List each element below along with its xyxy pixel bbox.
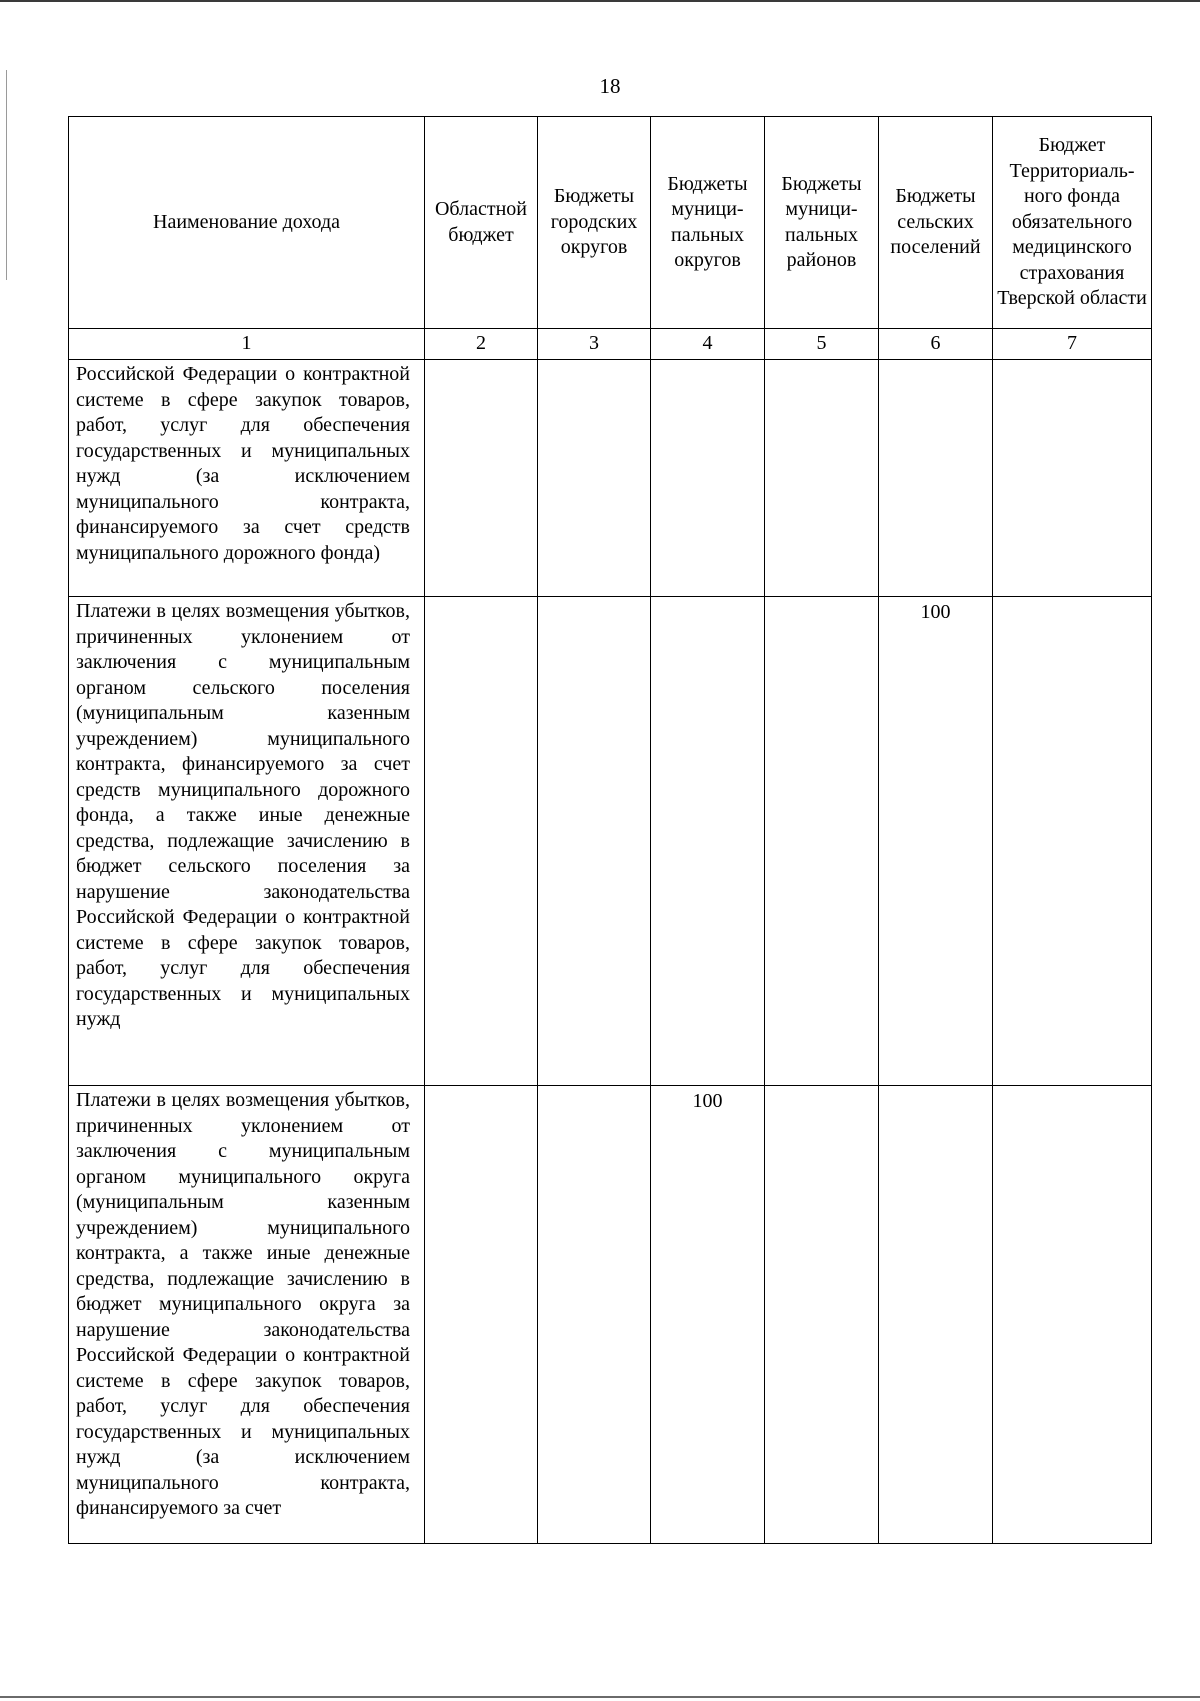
table-cell: [765, 597, 879, 1086]
column-number: 5: [765, 329, 879, 360]
table-cell: [651, 597, 765, 1086]
table-cell: [765, 1086, 879, 1544]
column-number: 2: [425, 329, 538, 360]
table-cell: [538, 1086, 651, 1544]
table-cell: [765, 360, 879, 597]
column-number: 4: [651, 329, 765, 360]
table-cell: [425, 597, 538, 1086]
column-number-row: [69, 329, 1152, 360]
header-municipal-regions: Бюджеты муници-пальных районов: [765, 117, 879, 329]
column-number: 7: [993, 329, 1152, 360]
scan-edge-left: [6, 70, 7, 280]
income-name: Российской Федерации о контрактной системе в сфере закупок товаров, работ, услуг для обеспечения государственных и муниципальных нужд (за исключением муниципального контракта, финансируемого за счет средств муниципального дорожного фонда): [69, 360, 425, 597]
table-cell: [993, 1086, 1152, 1544]
table-cell: [651, 360, 765, 597]
header-medical-insurance-fund: Бюджет Территориаль-ного фонда обязательного медицинского страхования Тверской области: [993, 117, 1152, 329]
table-cell: [538, 597, 651, 1086]
scan-edge-bottom: [0, 1696, 1200, 1698]
table-cell: 100: [651, 1086, 765, 1544]
table-cell: [879, 360, 993, 597]
income-name: Платежи в целях возмещения убытков, причиненных уклонением от заключения с муниципальным органом муниципального округа (муниципальным казенным учреждением) муниципального контракта, а также иные денежные средства, подлежащие зачислению в бюджет муниципального округа за нарушение законодательства Российской Федерации о контрактной системе в сфере закупок товаров, работ, услуг для обеспечения государственных и муниципальных нужд (за исключением муниципального контракта, финансируемого за счет: [69, 1086, 425, 1544]
table-cell: [425, 360, 538, 597]
header-row: [69, 117, 1152, 329]
scan-edge-top: [0, 0, 1200, 2]
income-name: Платежи в целях возмещения убытков, причиненных уклонением от заключения с муниципальным органом сельского поселения (муниципальным казенным учреждением) муниципального контракта, финансируемого за счет средств муниципального дорожного фонда, а также иные денежные средства, подлежащие зачислению в бюджет сельского поселения за нарушение законодательства Российской Федерации о контрактной системе в сфере закупок товаров, работ, услуг для обеспечения государственных и муниципальных нужд: [69, 597, 425, 1086]
table-cell: [425, 1086, 538, 1544]
table-cell: [993, 597, 1152, 1086]
table-cell: [993, 360, 1152, 597]
column-number: 1: [69, 329, 425, 360]
table-cell: 100: [879, 597, 993, 1086]
revenue-distribution-table: [68, 116, 1152, 1544]
table-cell: [879, 1086, 993, 1544]
header-city-districts: Бюджеты городских округов: [538, 117, 651, 329]
table-row: [69, 1086, 1152, 1544]
column-number: 3: [538, 329, 651, 360]
header-income-name: Наименование дохода: [69, 117, 425, 329]
header-municipal-districts: Бюджеты муници-пальных округов: [651, 117, 765, 329]
table-cell: [538, 360, 651, 597]
table-row: [69, 597, 1152, 1086]
column-number: 6: [879, 329, 993, 360]
table-row: [69, 360, 1152, 597]
page-number: 18: [599, 74, 621, 98]
header-rural-settlements: Бюджеты сельских поселений: [879, 117, 993, 329]
header-regional-budget: Областной бюджет: [425, 117, 538, 329]
